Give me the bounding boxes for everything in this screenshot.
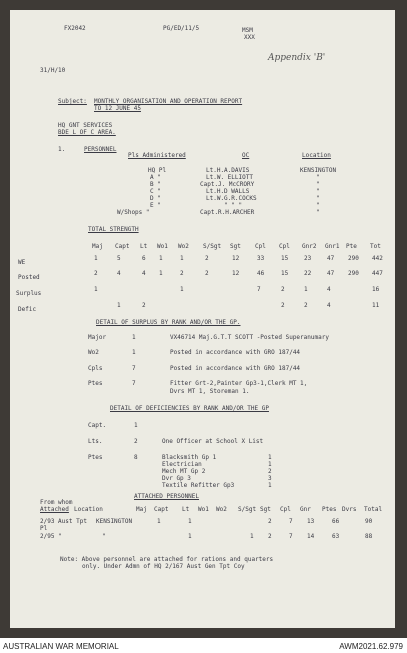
attached-cell: 66: [332, 518, 340, 525]
strength-cell: 1: [94, 286, 98, 293]
surplus-count: 1: [132, 349, 136, 356]
attached-column-header: Gnr: [300, 506, 311, 513]
platoon-oc: Lt.W. ELLIOTT: [206, 174, 253, 181]
attached-column-header: Location: [74, 506, 103, 513]
surplus-count: 7: [132, 380, 136, 387]
strength-row-label: Posted: [18, 274, 40, 281]
surplus-rank: Wo2: [88, 349, 99, 356]
attached-column-header: Maj: [136, 506, 147, 513]
surplus-detail: Posted in accordance with GRO 187/44: [170, 349, 301, 356]
strength-column-header: Gnr2: [302, 243, 317, 250]
trade-name: Textile Refitter Gp3: [162, 482, 235, 489]
attached-column-header: Cpl: [280, 506, 291, 513]
platoon-location: ": [316, 195, 320, 202]
reference-left: FX2042: [64, 25, 86, 32]
section-title: PERSONNEL: [84, 146, 117, 153]
surplus-title: DETAIL OF SURPLUS BY RANK AND/OR THE GP.: [96, 319, 241, 326]
strength-cell: 4: [327, 302, 331, 309]
deficiency-row: [10, 439, 395, 447]
platoon-location: ": [316, 202, 320, 209]
deficiency-rank: Lts.: [88, 438, 103, 445]
attached-column-header: Wo2: [216, 506, 227, 513]
deficiency-rank: Ptes: [88, 454, 103, 461]
column-pls-administered: Pls Administered: [128, 152, 186, 159]
attached-cell: 1: [188, 518, 192, 525]
platoon-oc: Capt.R.H.ARCHER: [200, 209, 255, 216]
platoon-name: B ": [150, 181, 161, 188]
column-oc: OC: [242, 152, 250, 159]
strength-cell: 2: [281, 302, 285, 309]
trade-name: Blacksmith Gp 1: [162, 454, 217, 461]
attached-cell: 1: [157, 518, 161, 525]
platoon-oc: Capt.J. McCRORY: [200, 181, 255, 188]
strength-cell: 442: [372, 255, 383, 262]
strength-column-header: Gnr1: [325, 243, 340, 250]
date-reference: 31/H/10: [40, 67, 66, 74]
strength-cell: 2: [142, 302, 146, 309]
platoon-oc: Lt.W.G.R.COCKS: [206, 195, 257, 202]
strength-column-header: Cpl: [255, 243, 266, 250]
trade-name: Electrician: [162, 461, 202, 468]
trade-count: 2: [268, 468, 272, 475]
strength-cell: 4: [142, 270, 146, 277]
section-number: 1.: [58, 146, 66, 153]
attached-location: KENSINGTON: [96, 518, 133, 525]
attached-column-header: Ptes: [322, 506, 337, 513]
appendix-handwritten-note: Appendix 'B': [268, 53, 326, 63]
surplus-detail-cont: Dvrs MT 1, Storeman 1.: [170, 388, 250, 395]
strength-cell: 1: [180, 286, 184, 293]
platoon-name: A ": [150, 174, 161, 181]
attached-column-header: Wo1: [198, 506, 209, 513]
surplus-detail: Posted in accordance with GRO 187/44: [170, 365, 301, 372]
strength-cell: 11: [372, 302, 380, 309]
trade-count: 1: [268, 482, 272, 489]
surplus-row: [10, 335, 395, 343]
attached-cell: 1: [188, 533, 192, 540]
attached-column-header: Lt: [182, 506, 190, 513]
strength-cell: 1: [117, 302, 121, 309]
platoon-oc: Lt.H.D WALLS: [206, 188, 250, 195]
platoon-oc: Lt.H.A.DAVIS: [206, 167, 250, 174]
column-location: Location: [302, 152, 331, 159]
archive-footer: [0, 638, 407, 653]
strength-cell: 2: [180, 270, 184, 277]
strength-cell: 447: [372, 270, 383, 277]
attached-column-header: Sgt: [260, 506, 271, 513]
strength-row-label: Defic: [18, 306, 37, 313]
attached-cell: 7: [289, 518, 293, 525]
attached-from-unit: 2/93 Aust Tpt: [40, 518, 87, 525]
strength-cell: 12: [232, 255, 240, 262]
unit-line-2: BDE L OF C AREA.: [58, 129, 116, 136]
note-line-1: Note: Above personnel are attached for rations and quarters: [60, 556, 274, 563]
trade-count: 1: [268, 461, 272, 468]
strength-cell: 1: [180, 255, 184, 262]
subject-line-1: MONTHLY ORGANISATION AND OPERATION REPORT: [94, 98, 243, 105]
strength-column-header: S/Sgt: [203, 243, 222, 250]
platoon-name: W/Shops ": [117, 209, 150, 216]
deficiency-count: 2: [134, 438, 138, 445]
attached-cell: 14: [307, 533, 315, 540]
strength-column-header: Sgt: [230, 243, 241, 250]
strength-cell: 5: [117, 255, 121, 262]
strength-column-header: Wo1: [157, 243, 168, 250]
note-line-2: only. Under Admn of HQ 2/167 Aust Gen Tpt Coy: [82, 563, 245, 570]
strength-row-label: Surplus: [16, 290, 42, 297]
platoon-name: D ": [150, 195, 161, 202]
deficiency-count: 1: [134, 422, 138, 429]
strength-cell: 2: [205, 270, 209, 277]
platoon-oc: " " ": [224, 202, 243, 209]
strength-column-header: Maj: [92, 243, 103, 250]
strength-cell: 1: [94, 255, 98, 262]
attached-cell: 13: [307, 518, 315, 525]
platoon-name: E ": [150, 202, 161, 209]
strength-cell: 2: [94, 270, 98, 277]
document-page: [10, 10, 395, 628]
platoon-row: [10, 210, 395, 218]
surplus-rank: Cpls: [88, 365, 103, 372]
surplus-row: [10, 366, 395, 374]
strength-cell: 4: [117, 270, 121, 277]
surplus-count: 7: [132, 365, 136, 372]
subject-line-2: TO 12 JUNE 45: [94, 105, 141, 112]
strength-cell: 23: [304, 255, 312, 262]
strength-cell: 47: [327, 255, 335, 262]
attached-pl-label: Pl: [40, 525, 48, 532]
strength-cell: 290: [348, 270, 359, 277]
deficiencies-title: DETAIL OF DEFICIENCIES BY RANK AND/OR THE GP: [110, 405, 269, 412]
surplus-row: [10, 350, 395, 358]
strength-cell: 47: [327, 270, 335, 277]
platoon-location: ": [316, 174, 320, 181]
deficiency-detail: One Officer at School X List: [162, 438, 264, 445]
trade-row: [10, 483, 395, 491]
attached-column-header: Total: [364, 506, 383, 513]
strength-cell: 15: [281, 270, 289, 277]
attached-column-header: Capt: [154, 506, 169, 513]
strength-cell: 15: [281, 255, 289, 262]
strength-column-header: Pte: [346, 243, 357, 250]
platoon-location: ": [316, 181, 320, 188]
strength-column-header: Tot: [370, 243, 381, 250]
strength-cell: 46: [257, 270, 265, 277]
attached-cell: 2: [268, 518, 272, 525]
surplus-rank: Ptes: [88, 380, 103, 387]
deficiency-rank: Capt.: [88, 422, 107, 429]
strength-cell: 1: [304, 286, 308, 293]
trade-count: 3: [268, 475, 272, 482]
attached-cell: 2: [268, 533, 272, 540]
attached-cell: 1: [250, 533, 254, 540]
strength-cell: 22: [304, 270, 312, 277]
strength-cell: 12: [232, 270, 240, 277]
archive-name: AUSTRALIAN WAR MEMORIAL: [3, 642, 119, 651]
platoon-location: ": [316, 209, 320, 216]
strength-cell: 4: [327, 286, 331, 293]
attached-cell: 63: [332, 533, 340, 540]
surplus-rank: Major: [88, 334, 107, 341]
strength-cell: 1: [159, 270, 163, 277]
platoon-name: C ": [150, 188, 161, 195]
trade-name: Dvr Gp 3: [162, 475, 191, 482]
strength-cell: 33: [257, 255, 265, 262]
strength-cell: 16: [372, 286, 380, 293]
strength-cell: 2: [304, 302, 308, 309]
strength-cell: 7: [257, 286, 261, 293]
surplus-detail: VX46714 Maj.G.T.T SCOTT -Posted Superanumary: [170, 334, 329, 341]
attached-from-label-2: Attached: [40, 506, 69, 513]
strength-column-header: Wo2: [178, 243, 189, 250]
deficiency-count: 8: [134, 454, 138, 461]
platoon-location: KENSINGTON: [300, 167, 337, 174]
strength-column-header: Capt: [115, 243, 130, 250]
reference-right-2: XXX: [244, 34, 255, 41]
surplus-detail: Fitter Grt-2,Painter Gp3-1,Clerk MT 1,: [170, 380, 308, 387]
attached-from-unit: 2/95 ": [40, 533, 62, 540]
attached-cell: 88: [365, 533, 373, 540]
strength-cell: 1: [159, 255, 163, 262]
strength-cell: 6: [142, 255, 146, 262]
platoon-name: HQ Pl: [148, 167, 167, 174]
archive-reference: AWM2021.62.979: [339, 642, 403, 651]
attached-cell: 90: [365, 518, 373, 525]
attached-title: ATTACHED PERSONNEL: [134, 493, 200, 500]
strength-cell: 2: [281, 286, 285, 293]
attached-from-label-1: From whom: [40, 499, 73, 506]
trade-name: Mech MT Gp 2: [162, 468, 206, 475]
strength-cell: 2: [205, 255, 209, 262]
strength-row-label: WE: [18, 259, 26, 266]
attached-cell: 7: [289, 533, 293, 540]
attached-column-header: S/Sgt: [238, 506, 257, 513]
surplus-count: 1: [132, 334, 136, 341]
reference-right-1: MSM: [242, 27, 253, 34]
subject-label: Subject:: [58, 98, 87, 105]
strength-column-header: Lt: [140, 243, 148, 250]
attached-location: ": [102, 533, 106, 540]
attached-column-header: Dvrs: [342, 506, 357, 513]
deficiency-row: [10, 423, 395, 431]
strength-column-header: Cpl: [279, 243, 290, 250]
total-strength-title: TOTAL STRENGTH: [88, 226, 139, 233]
platoon-location: ": [316, 188, 320, 195]
reference-file: PG/ED/11/5: [163, 25, 200, 32]
unit-line-1: HQ GNT SERVICES: [58, 122, 113, 129]
strength-cell: 290: [348, 255, 359, 262]
trade-count: 1: [268, 454, 272, 461]
